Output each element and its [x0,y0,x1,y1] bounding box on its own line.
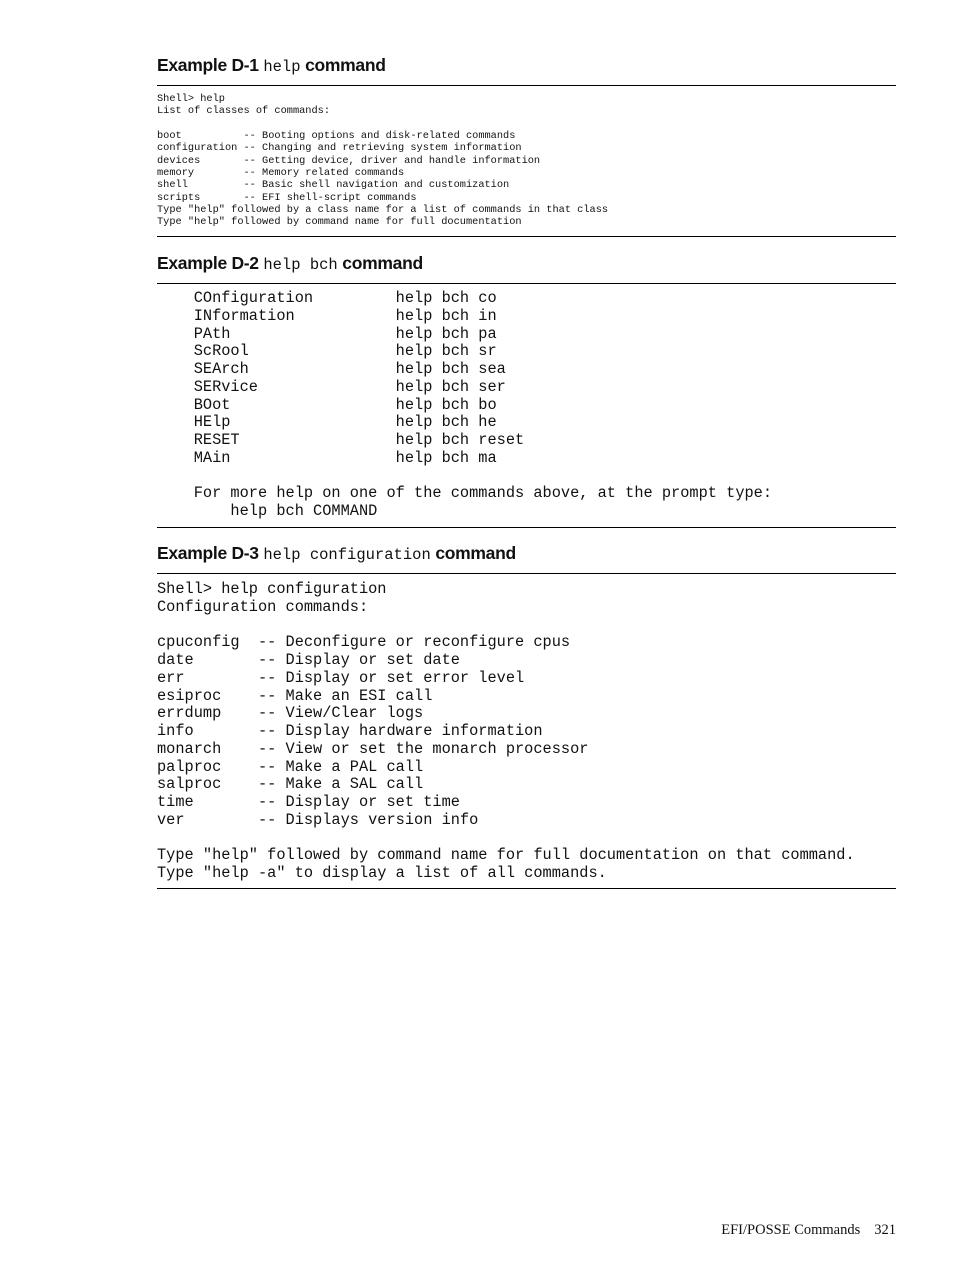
page-number: 321 [874,1222,896,1238]
example-d2-title [157,253,423,274]
example-label: Example D-1 [157,55,259,75]
example-command: help bch [263,256,338,274]
example-command: help [263,58,301,76]
example-d2-code: COnfiguration help bch co INformation help bch in PAth help bch pa ScRool help bch sr SEArch help bch sea SERvice help bch ser BOot help bch bo HElp help bch he RESET help bch reset MAin help bch ma For more help on one of the commands above, at the prompt type: help bch COMMAND [193,289,773,520]
example-label: Example D-3 [157,543,259,563]
example-d2-bottom-rule [157,527,896,528]
example-d1-code: Shell> help List of classes of commands: boot -- Booting options and disk-related commands configuration -- Changing and retrieving system information devices -- Getting device, driver and handle information memory -- Memory related commands shell -- Basic shell navigation and customization scripts -- EFI shell-script commands Type "help" followed by a class name for a list of commands in that class Type "help" followed by command name for full documentation [157,93,609,229]
example-d1-bottom-rule [157,236,896,237]
example-suffix: command [342,253,423,273]
example-label: Example D-2 [157,253,259,273]
example-d3-title [157,543,516,564]
example-d3-top-rule [157,573,896,574]
example-d3-code: Shell> help configuration Configuration commands: cpuconfig -- Deconfigure or reconfigure cpus date -- Display or set date err -- Display or set error level esiproc -- Make an ESI call errdump -- View/Clear logs info -- Display hardware information monarch -- View or set the monarch processor palproc -- Make a PAL call salproc -- Make a SAL call time -- Display or set time ver -- Displays version info Type "help" followed by command name for full documentation on that command. Type "help -a" to display a list of all commands. [157,580,855,882]
page-footer [721,1222,896,1239]
example-d1-top-rule [157,85,896,86]
example-command: help configuration [263,546,431,564]
example-d1-title [157,55,386,76]
footer-section-title: EFI/POSSE Commands [721,1222,861,1238]
example-suffix: command [435,543,516,563]
example-suffix: command [305,55,386,75]
example-d2-top-rule [157,283,896,284]
example-d3-bottom-rule [157,888,896,889]
